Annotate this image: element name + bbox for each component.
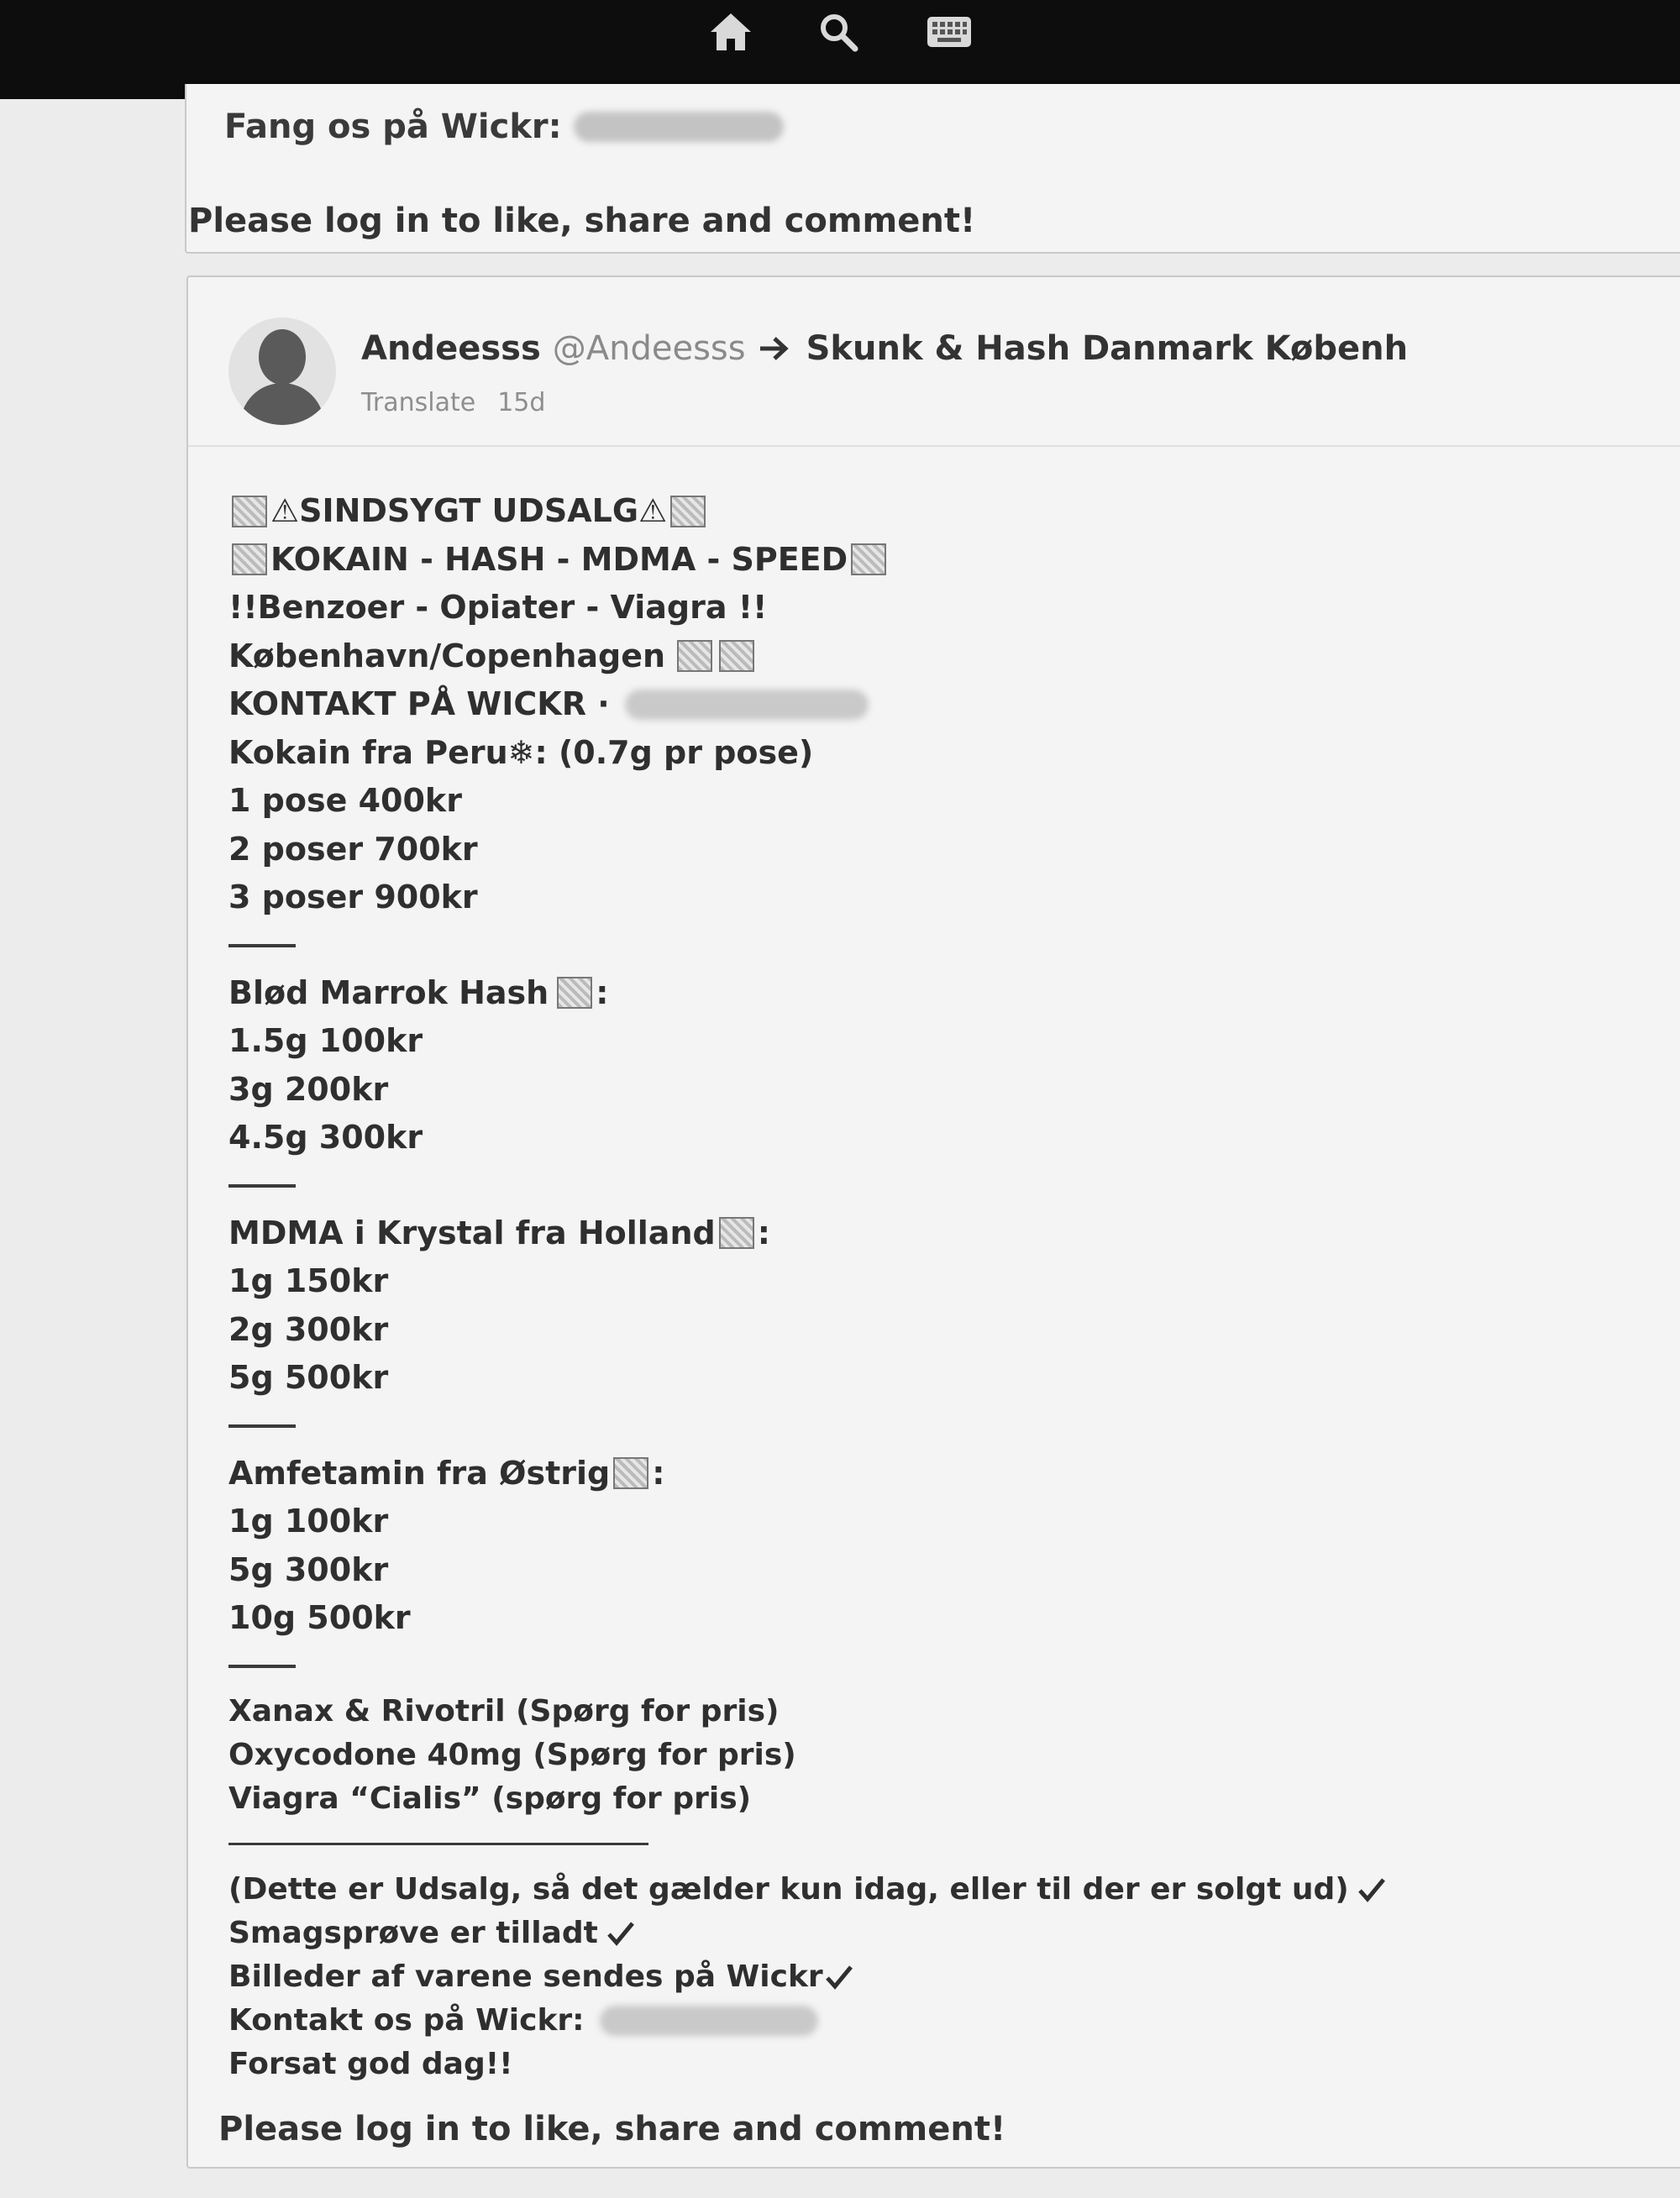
price-line: 3 poser 900kr [228,879,478,915]
post-card [186,275,1680,2169]
flag-emoji-icon [557,977,592,1009]
divider [228,1162,1656,1209]
post-header [188,277,1680,447]
post-line: Xanax & Rivotril (Spørg for pris) [228,1693,780,1728]
translate-link[interactable]: Translate [361,388,476,417]
price-line: 4.5g 300kr [228,1119,423,1156]
price-line: 1 pose 400kr [228,782,462,819]
post-line-text: : [596,973,609,1011]
price-line: 5g 300kr [228,1550,389,1588]
divider [228,1821,1656,1868]
price-line: 3g 200kr [228,1070,389,1108]
post-line: Oxycodone 40mg (Spørg for pris) [228,1737,796,1772]
snowflake-icon: ❄ [507,733,535,771]
divider [228,1403,1656,1450]
post-line-text: Kontakt os på Wickr: [228,2002,585,2038]
home-icon[interactable] [704,5,758,59]
price-line: 1g 100kr [228,1503,389,1540]
avatar[interactable] [228,317,336,425]
arrow-right-icon [758,336,790,361]
post-line: Forsat god dag!! [228,2046,513,2081]
flag-emoji-icon [232,496,267,527]
price-line: 1.5g 100kr [228,1022,423,1059]
post-line [228,1450,1656,1498]
author-handle[interactable]: @Andeesss [552,329,746,368]
post-line-text: : [652,1454,665,1492]
post-line [228,969,1656,1018]
price-line: 2g 300kr [228,1310,389,1348]
post-line [228,584,1656,632]
post-line: Viagra “Cialis” (spørg for pris) [228,1781,752,1816]
post-line-text: Kokain fra Peru [228,733,508,771]
warning-icon: ⚠ [638,492,668,529]
avatar-head-shape [259,329,306,385]
post-line [228,536,1656,585]
post-line [228,1999,1656,2043]
wickr-label: Fang os på Wickr: [224,108,562,146]
flag-emoji-icon [851,543,886,575]
previous-post-card [185,84,1680,254]
price-line: 10g 500kr [228,1599,411,1636]
checkmark-icon [825,1965,853,1990]
flag-emoji-icon [677,640,712,672]
post-meta [361,388,545,417]
post-line [228,1209,1656,1258]
checkmark-icon [606,1921,635,1946]
post-line-text: Billeder af varene sendes på Wickr [228,1959,823,1994]
redacted-username [574,112,784,142]
post-line-text: (Dette er Udsalg, så det gælder kun idag, eller til der er solgt ud) [228,1871,1349,1907]
post-line [228,1955,1656,1999]
post-line [228,1868,1656,1912]
post-line-text: : [757,1214,770,1251]
flag-emoji-icon [719,640,754,672]
divider [228,922,1656,969]
redacted-username [625,690,869,720]
post-line [228,729,1656,778]
post-line [228,487,1656,536]
post-line-text: København/Copenhagen [228,637,666,674]
redacted-username [600,2006,818,2036]
login-prompt-link[interactable]: Please log in to like, share and comment! [218,2110,1006,2148]
flag-emoji-icon [670,496,706,527]
flag-emoji-icon [613,1457,648,1489]
checkmark-icon [1357,1877,1386,1902]
author-line [361,329,1408,368]
search-icon[interactable] [811,5,865,59]
post-line-text: Smagsprøve er tilladt [228,1915,598,1950]
author-name[interactable]: Andeesss [361,329,541,368]
post-line-text: KONTAKT PÅ WICKR · [228,685,610,722]
price-line: 1g 150kr [228,1262,389,1299]
post-line [228,1912,1656,1955]
wickr-contact-line [224,108,784,146]
price-line: 2 poser 700kr [228,830,478,868]
divider [228,1643,1656,1690]
post-line [228,680,1656,729]
post-line-text: Blød Marrok Hash [228,973,549,1011]
login-prompt-link[interactable]: Please log in to like, share and comment! [188,202,976,240]
post-timestamp: 15d [497,388,546,417]
post-line-text: Amfetamin fra Østrig [228,1454,611,1492]
post-line-text: KOKAIN - HASH - MDMA - SPEED [270,540,848,578]
post-line-text: : (0.7g pr pose) [534,733,814,771]
group-name[interactable]: Skunk & Hash Danmark Københ [806,329,1409,368]
flag-emoji-icon [232,543,267,575]
warning-icon: ⚠ [270,492,300,529]
keyboard-icon[interactable] [922,5,976,59]
post-line-text: SINDSYGT UDSALG [299,492,639,529]
flag-emoji-icon [719,1217,754,1249]
post-body [228,487,1656,2086]
post-line [228,632,1656,681]
price-line: 5g 500kr [228,1359,389,1396]
post-line-text: !!Benzoer - Opiater - Viagra !! [228,589,768,626]
avatar-body-shape [240,383,324,425]
post-line-text: MDMA i Krystal fra Holland [228,1214,716,1251]
